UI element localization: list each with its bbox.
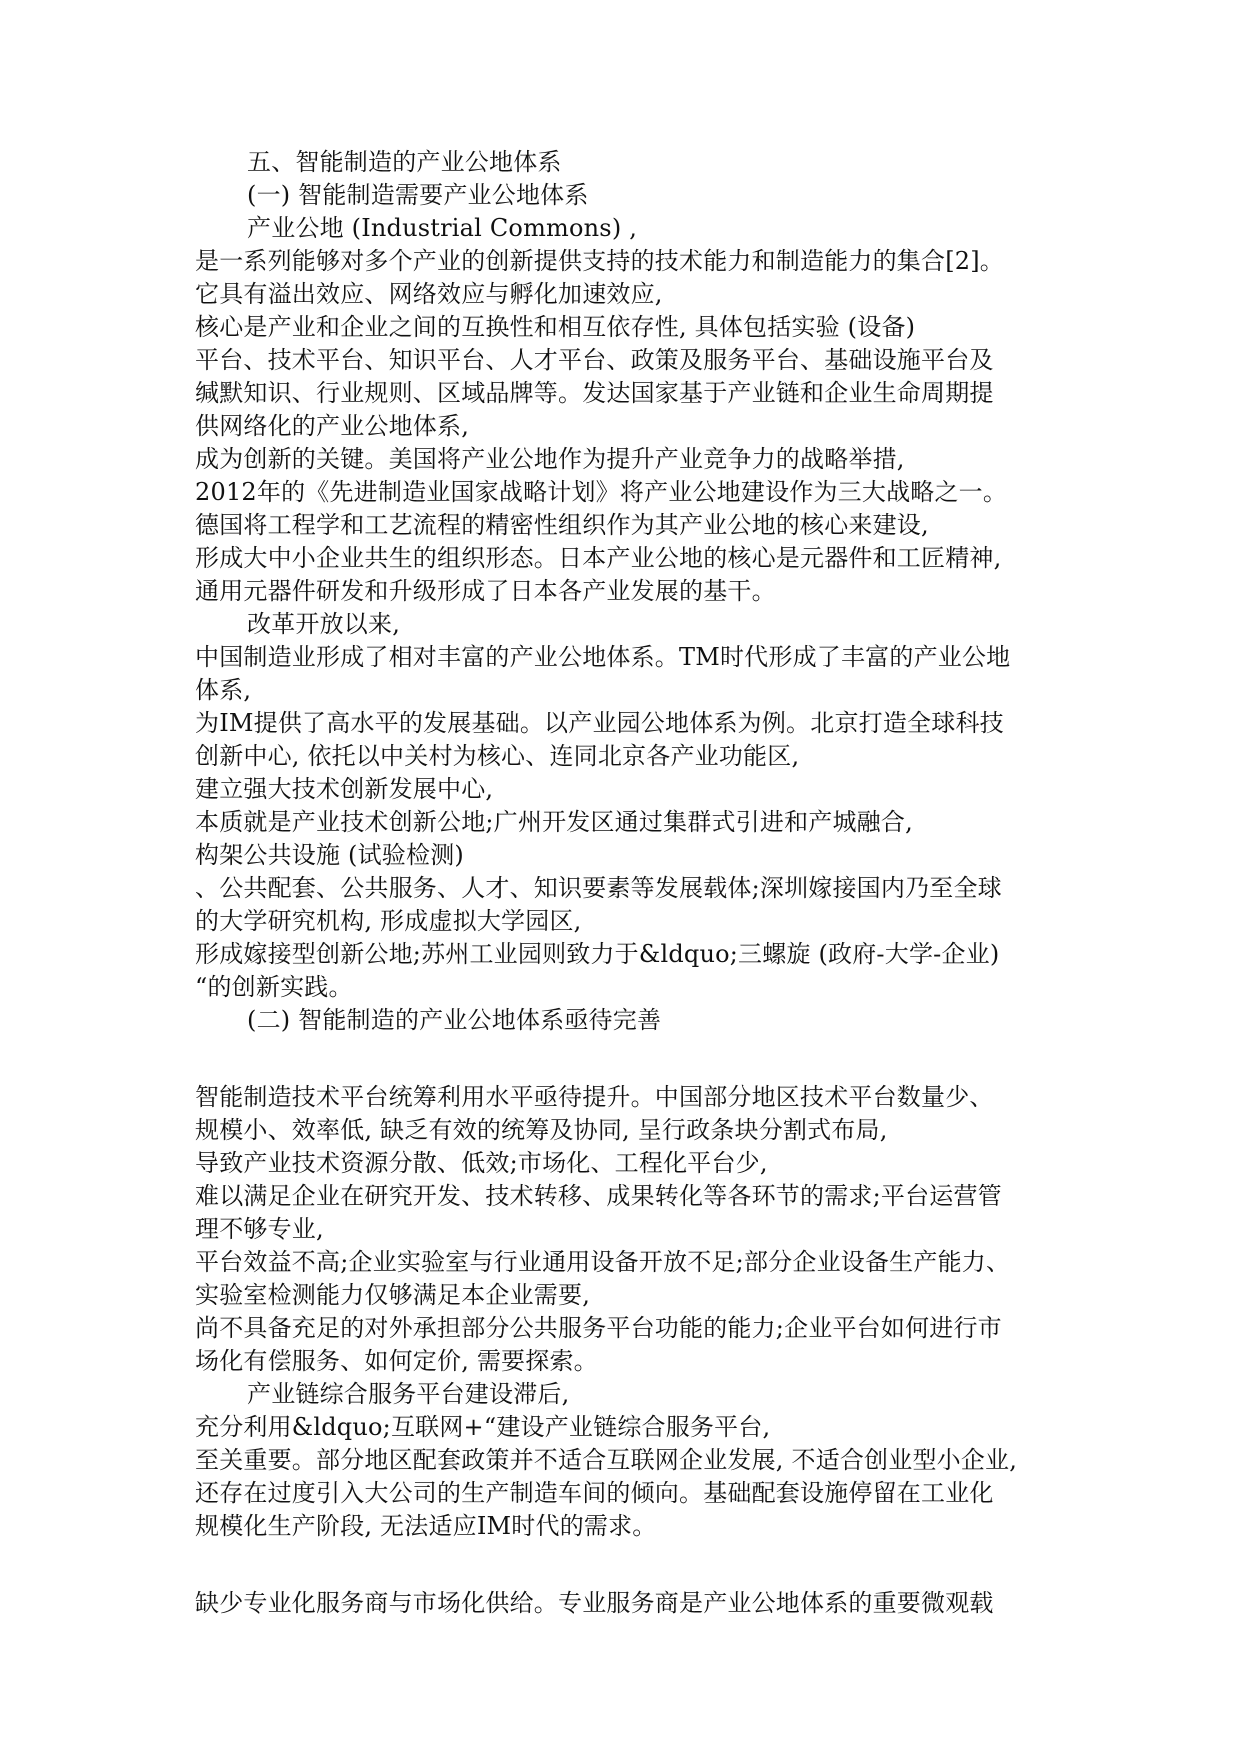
paragraph-line: 形成嫁接型创新公地;苏州工业园则致力于&ldquo;三螺旋 (政府-大学-企业) bbox=[195, 940, 1000, 968]
paragraph-line: 本质就是产业技术创新公地;广州开发区通过集群式引进和产城融合, bbox=[195, 808, 913, 836]
paragraph-line: 为IM提供了高水平的发展基础。以产业园公地体系为例。北京打造全球科技 bbox=[195, 709, 1004, 737]
paragraph-line: 体系, bbox=[195, 676, 252, 704]
paragraph-line: 产业链综合服务平台建设滞后, bbox=[247, 1380, 570, 1408]
paragraph-line: 缺少专业化服务商与市场化供给。专业服务商是产业公地体系的重要微观载 bbox=[195, 1589, 994, 1617]
paragraph-line: 构架公共设施 (试验检测) bbox=[195, 841, 464, 869]
paragraph-line: 理不够专业, bbox=[195, 1215, 324, 1243]
paragraph-gap bbox=[195, 1543, 1065, 1587]
paragraph-line: 成为创新的关键。美国将产业公地作为提升产业竞争力的战略举措, bbox=[195, 445, 905, 473]
section-heading: 五、智能制造的产业公地体系 bbox=[247, 148, 562, 176]
paragraph-line: 难以满足企业在研究开发、技术转移、成果转化等各环节的需求;平台运营管 bbox=[195, 1182, 1002, 1210]
paragraph-line: 形成大中小企业共生的组织形态。日本产业公地的核心是元器件和工匠精神, bbox=[195, 544, 1002, 572]
paragraph-line: 建立强大技术创新发展中心, bbox=[195, 775, 494, 803]
paragraph-line: 还存在过度引入大公司的生产制造车间的倾向。基础配套设施停留在工业化 bbox=[195, 1479, 994, 1507]
paragraph-line: “的创新实践。 bbox=[195, 973, 353, 1001]
paragraph-line: 规模化生产阶段, 无法适应IM时代的需求。 bbox=[195, 1512, 657, 1540]
paragraph-line: 至关重要。部分地区配套政策并不适合互联网企业发展, 不适合创业型小企业, bbox=[195, 1446, 1018, 1474]
paragraph-line: 它具有溢出效应、网络效应与孵化加速效应, bbox=[195, 280, 663, 308]
paragraph-line: 平台、技术平台、知识平台、人才平台、政策及服务平台、基础设施平台及 bbox=[195, 346, 994, 374]
paragraph-line: 核心是产业和企业之间的互换性和相互依存性, 具体包括实验 (设备) bbox=[195, 313, 916, 341]
paragraph-line: 中国制造业形成了相对丰富的产业公地体系。TM时代形成了丰富的产业公地 bbox=[195, 643, 1011, 671]
paragraph-gap bbox=[195, 1037, 1065, 1081]
paragraph-line: 创新中心, 依托以中关村为核心、连同北京各产业功能区, bbox=[195, 742, 800, 770]
paragraph-line: 规模小、效率低, 缺乏有效的统筹及协同, 呈行政条块分割式布局, bbox=[195, 1116, 888, 1144]
paragraph-line: 改革开放以来, bbox=[247, 610, 401, 638]
paragraph-line: 充分利用&ldquo;互联网+“建设产业链综合服务平台, bbox=[195, 1413, 771, 1441]
paragraph-line: 是一系列能够对多个产业的创新提供支持的技术能力和制造能力的集合[2]。 bbox=[195, 247, 1004, 275]
paragraph-line: 实验室检测能力仅够满足本企业需要, bbox=[195, 1281, 591, 1309]
document-body bbox=[195, 146, 1065, 1620]
paragraph-line: 产业公地 (Industrial Commons) , bbox=[247, 214, 638, 242]
subsection-heading: (一) 智能制造需要产业公地体系 bbox=[247, 181, 589, 209]
paragraph-line: 缄默知识、行业规则、区域品牌等。发达国家基于产业链和企业生命周期提 bbox=[195, 379, 994, 407]
paragraph-line: 供网络化的产业公地体系, bbox=[195, 412, 470, 440]
paragraph-line: 场化有偿服务、如何定价, 需要探索。 bbox=[195, 1347, 598, 1375]
subsection-heading: (二) 智能制造的产业公地体系亟待完善 bbox=[247, 1006, 662, 1034]
paragraph-line: 通用元器件研发和升级形成了日本各产业发展的基干。 bbox=[195, 577, 776, 605]
paragraph-line: 智能制造技术平台统筹利用水平亟待提升。中国部分地区技术平台数量少、 bbox=[195, 1083, 994, 1111]
paragraph-line: 平台效益不高;企业实验室与行业通用设备开放不足;部分企业设备生产能力、 bbox=[195, 1248, 1011, 1276]
paragraph-line: 的大学研究机构, 形成虚拟大学园区, bbox=[195, 907, 582, 935]
paragraph-line: 导致产业技术资源分散、低效;市场化、工程化平台少, bbox=[195, 1149, 768, 1177]
paragraph-line: 德国将工程学和工艺流程的精密性组织作为其产业公地的核心来建设, bbox=[195, 511, 929, 539]
paragraph-line: 尚不具备充足的对外承担部分公共服务平台功能的能力;企业平台如何进行市 bbox=[195, 1314, 1002, 1342]
paragraph-line: 、公共配套、公共服务、人才、知识要素等发展载体;深圳嫁接国内乃至全球 bbox=[195, 874, 1002, 902]
paragraph-line: 2012年的《先进制造业国家战略计划》将产业公地建设作为三大战略之一。 bbox=[195, 478, 1008, 506]
